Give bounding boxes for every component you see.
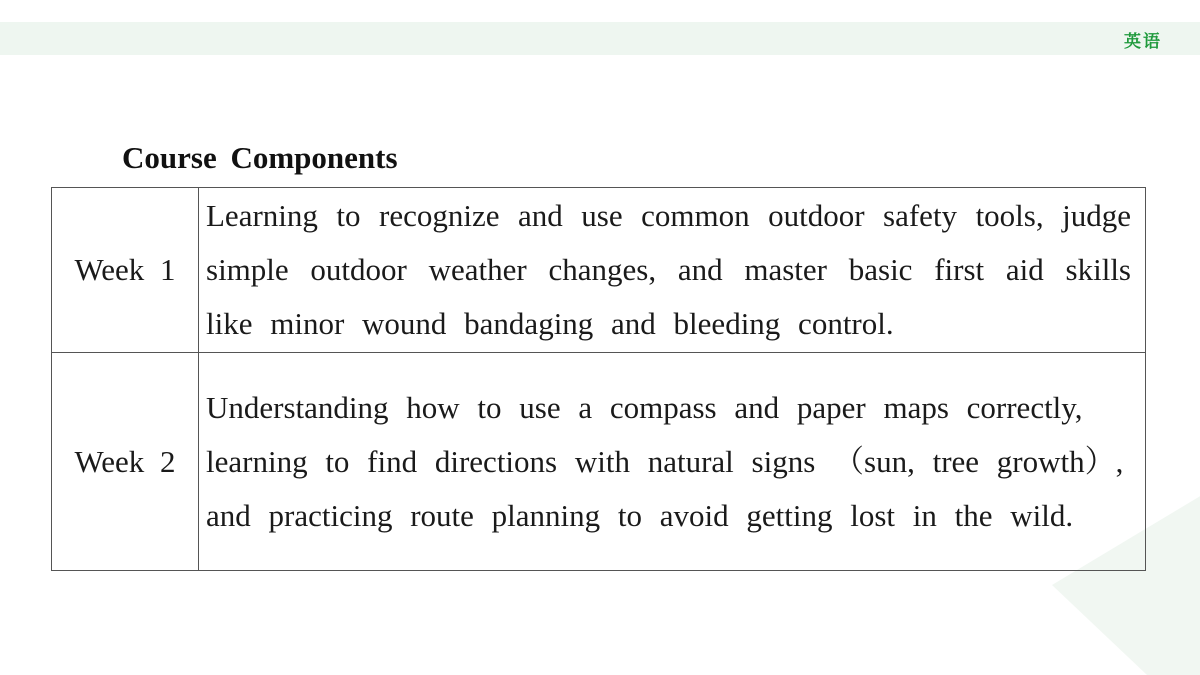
week-cell: Week 2 [52,353,199,571]
section-title: Course Components [122,140,398,175]
header-band [0,22,1200,55]
week-cell: Week 1 [52,188,199,353]
description-cell: Understanding how to use a compass and paper maps correctly, learning to find directions with natural signs （sun, tree growth）, and practicing route planning to avoid getting lost in the wild. [199,353,1146,571]
course-table [51,187,1146,571]
description-cell: Learning to recognize and use common outdoor safety tools, judge simple outdoor weather changes, and master basic first aid skills like minor wound bandaging and bleeding control. [199,188,1146,353]
table-row [52,188,1146,353]
subject-label: 英语 [1124,32,1162,52]
table-row [52,353,1146,571]
